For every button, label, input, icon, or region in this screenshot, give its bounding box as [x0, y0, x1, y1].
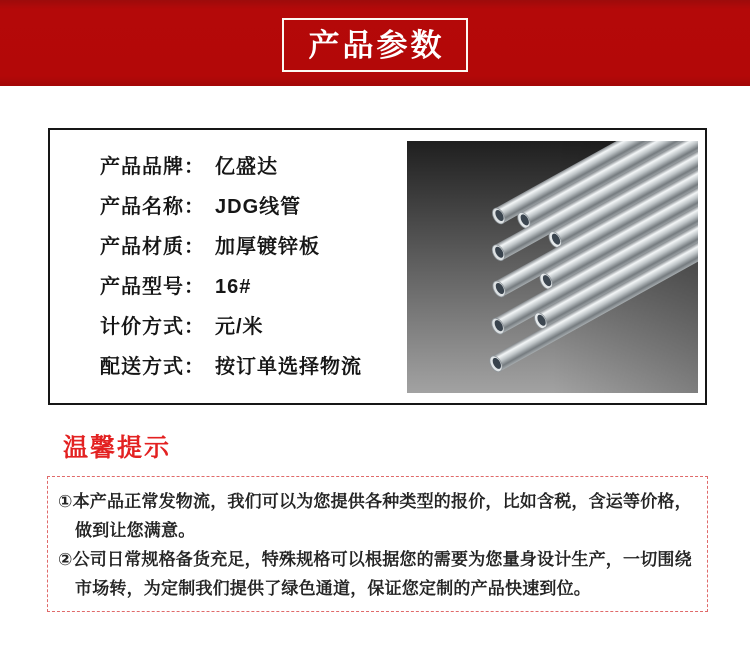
- spec-row-shipping: [100, 347, 362, 387]
- spec-value: JDG线管: [215, 195, 302, 218]
- spec-label: 配送方式：: [100, 355, 205, 378]
- spec-label: 产品品牌：: [100, 155, 205, 178]
- banner: [0, 0, 750, 86]
- spec-label: 产品材质：: [100, 235, 205, 258]
- tips-box: [47, 476, 708, 612]
- product-photo: [407, 141, 698, 393]
- spec-value: 按订单选择物流: [215, 355, 362, 378]
- tip-note-1: ①本产品正常发物流，我们可以为您提供各种类型的报价，比如含税，含运等价格，做到让您满意。: [58, 492, 692, 540]
- tips-heading: 温馨提示: [63, 434, 172, 462]
- spec-value: 加厚镀锌板: [215, 235, 320, 258]
- product-spec-box: [48, 128, 707, 405]
- spec-row-material: [100, 227, 362, 267]
- page-title: 产品参数: [308, 27, 445, 63]
- spec-row-pricing: [100, 307, 362, 347]
- banner-title-box: [282, 18, 468, 72]
- spec-label: 产品名称：: [100, 195, 205, 218]
- spec-label: 产品型号：: [100, 275, 205, 298]
- spec-row-model: [100, 267, 362, 307]
- spec-value: 亿盛达: [215, 155, 278, 178]
- spec-list: [100, 147, 362, 387]
- tip-note-2: ②公司日常规格备货充足，特殊规格可以根据您的需要为您量身设计生产，一切围绕市场转，为定制我们提供了绿色通道，保证您定制的产品快速到位。: [58, 550, 692, 598]
- spec-label: 计价方式：: [100, 315, 205, 338]
- spec-row-brand: [100, 147, 362, 187]
- conduit-pipes-illustration: [407, 141, 698, 393]
- spec-row-name: [100, 187, 362, 227]
- spec-value: 元/米: [215, 315, 264, 338]
- spec-value: 16#: [215, 275, 252, 298]
